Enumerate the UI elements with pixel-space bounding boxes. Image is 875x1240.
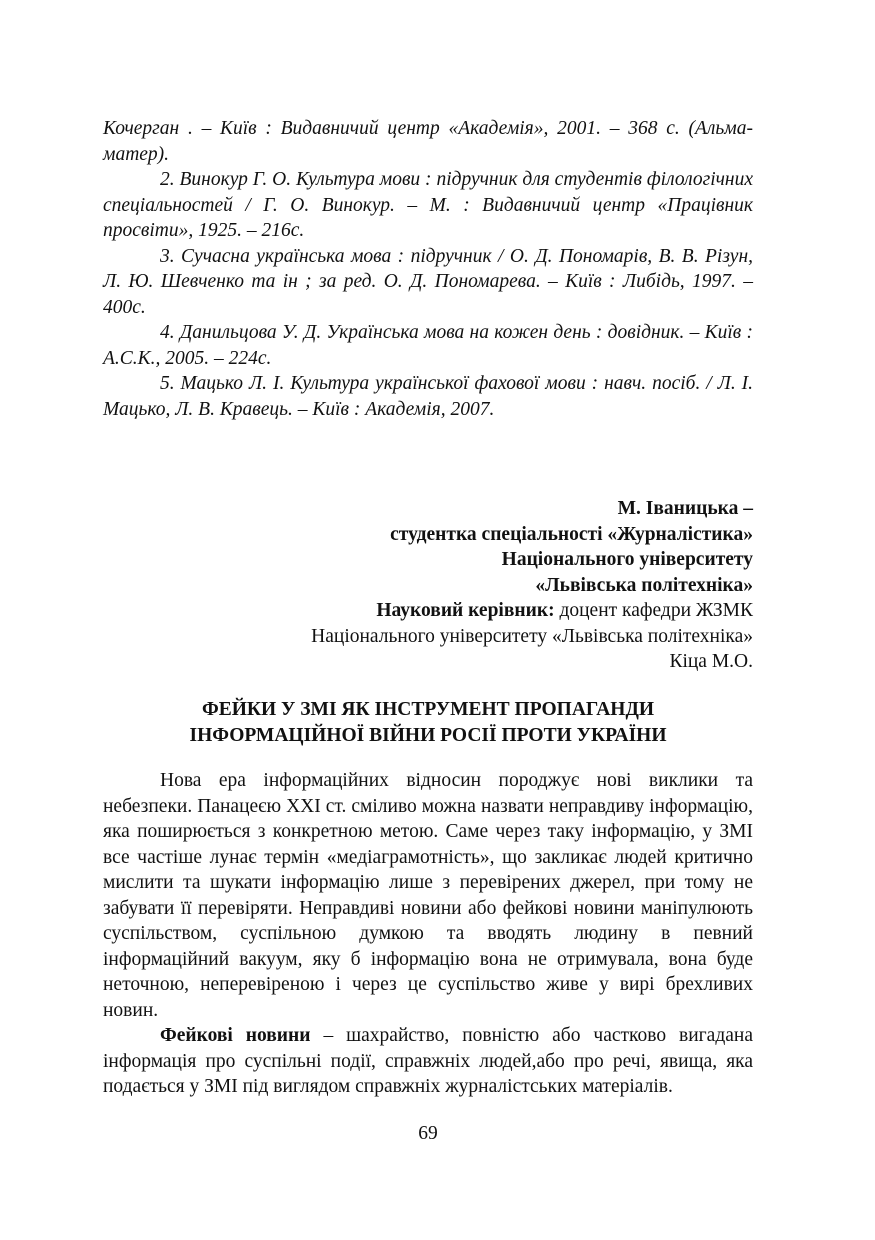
advisor-university: Національного університету «Львівська політехніка» xyxy=(311,625,753,647)
reference-item-1: Кочерган . – Київ : Видавничий центр «Академія», 2001. – 368 с. (Альма-матер). xyxy=(103,118,753,165)
body-paragraph-1: Нова ера інформаційних відносин породжує нові виклики та небезпеки. Панацеєю XXI ст. сміливо можна назвати неправдиву інформацію, яка поширюється з конкретною метою. Саме через таку інформацію, у ЗМІ все частіше лунає термін «медіаграмотність», що закликає людей критично мислити та шукати інформацію лише з перевірених джерел, при тому не забувати її перевіряти. Неправдиві новини або фейкові новини маніпулюють суспільством, суспільною думкою та вводять людину в певний інформаційний вакуум, яку б інформацію вона не отримувала, вона буде неточною, неперевіреною і через це суспільство живе у вирі брехливих новин. xyxy=(103,770,753,1021)
author-name: М. Іваницька – xyxy=(617,498,753,519)
advisor-position: доцент кафедри ЖЗМК xyxy=(554,600,753,621)
advisor-line xyxy=(103,598,753,624)
author-role: студентка спеціальності «Журналістика» xyxy=(390,523,753,545)
definition-text: – шахрайство, повністю або частково вигадана інформація про суспільні події, справжніх людей,або про речі, явища, яка подається у ЗМІ під виглядом справжніх журналістських матеріалів. xyxy=(103,1025,753,1097)
title-line-2: ІНФОРМАЦІЙНОЇ ВІЙНИ РОСІЇ ПРОТИ УКРАЇНИ xyxy=(189,725,667,746)
article-body xyxy=(103,768,753,1100)
body-paragraph-2 xyxy=(103,1023,753,1100)
advisor-label: Науковий керівник: xyxy=(376,600,555,621)
reference-list xyxy=(103,116,753,422)
reference-item-3: 3. Сучасна українська мова : підручник / О. Д. Пономарів, В. В. Різун, Л. Ю. Шевченко та ін ; за ред. О. Д. Пономарева. – Київ : Либідь, 1997. – 400с. xyxy=(103,245,753,318)
author-university-1: Національного університету xyxy=(501,549,753,570)
reference-item-4: 4. Данильцова У. Д. Українська мова на кожен день : довідник. – Київ : А.С.К., 2005. – 224с. xyxy=(103,322,753,369)
author-university-2: «Львівська політехніка» xyxy=(535,574,753,596)
page-number: 69 xyxy=(418,1123,438,1144)
title-line-1: ФЕЙКИ У ЗМІ ЯК ІНСТРУМЕНТ ПРОПАГАНДИ xyxy=(201,699,655,720)
advisor-name: Кіца М.О. xyxy=(669,651,753,672)
reference-item-2: 2. Винокур Г. О. Культура мови : підручник для студентів філологічних спеціальностей / Г. О. Винокур. – М. : Видавничий центр «Працівник просвіти», 1925. – 216с. xyxy=(103,169,753,241)
reference-item-5: 5. Мацько Л. І. Культура української фахової мови : навч. посіб. / Л. І. Мацько, Л. В. Кравець. – Київ : Академія, 2007. xyxy=(103,373,753,420)
term-fake-news: Фейкові новини xyxy=(160,1025,311,1046)
author-block xyxy=(103,496,753,675)
article-title xyxy=(103,697,753,749)
